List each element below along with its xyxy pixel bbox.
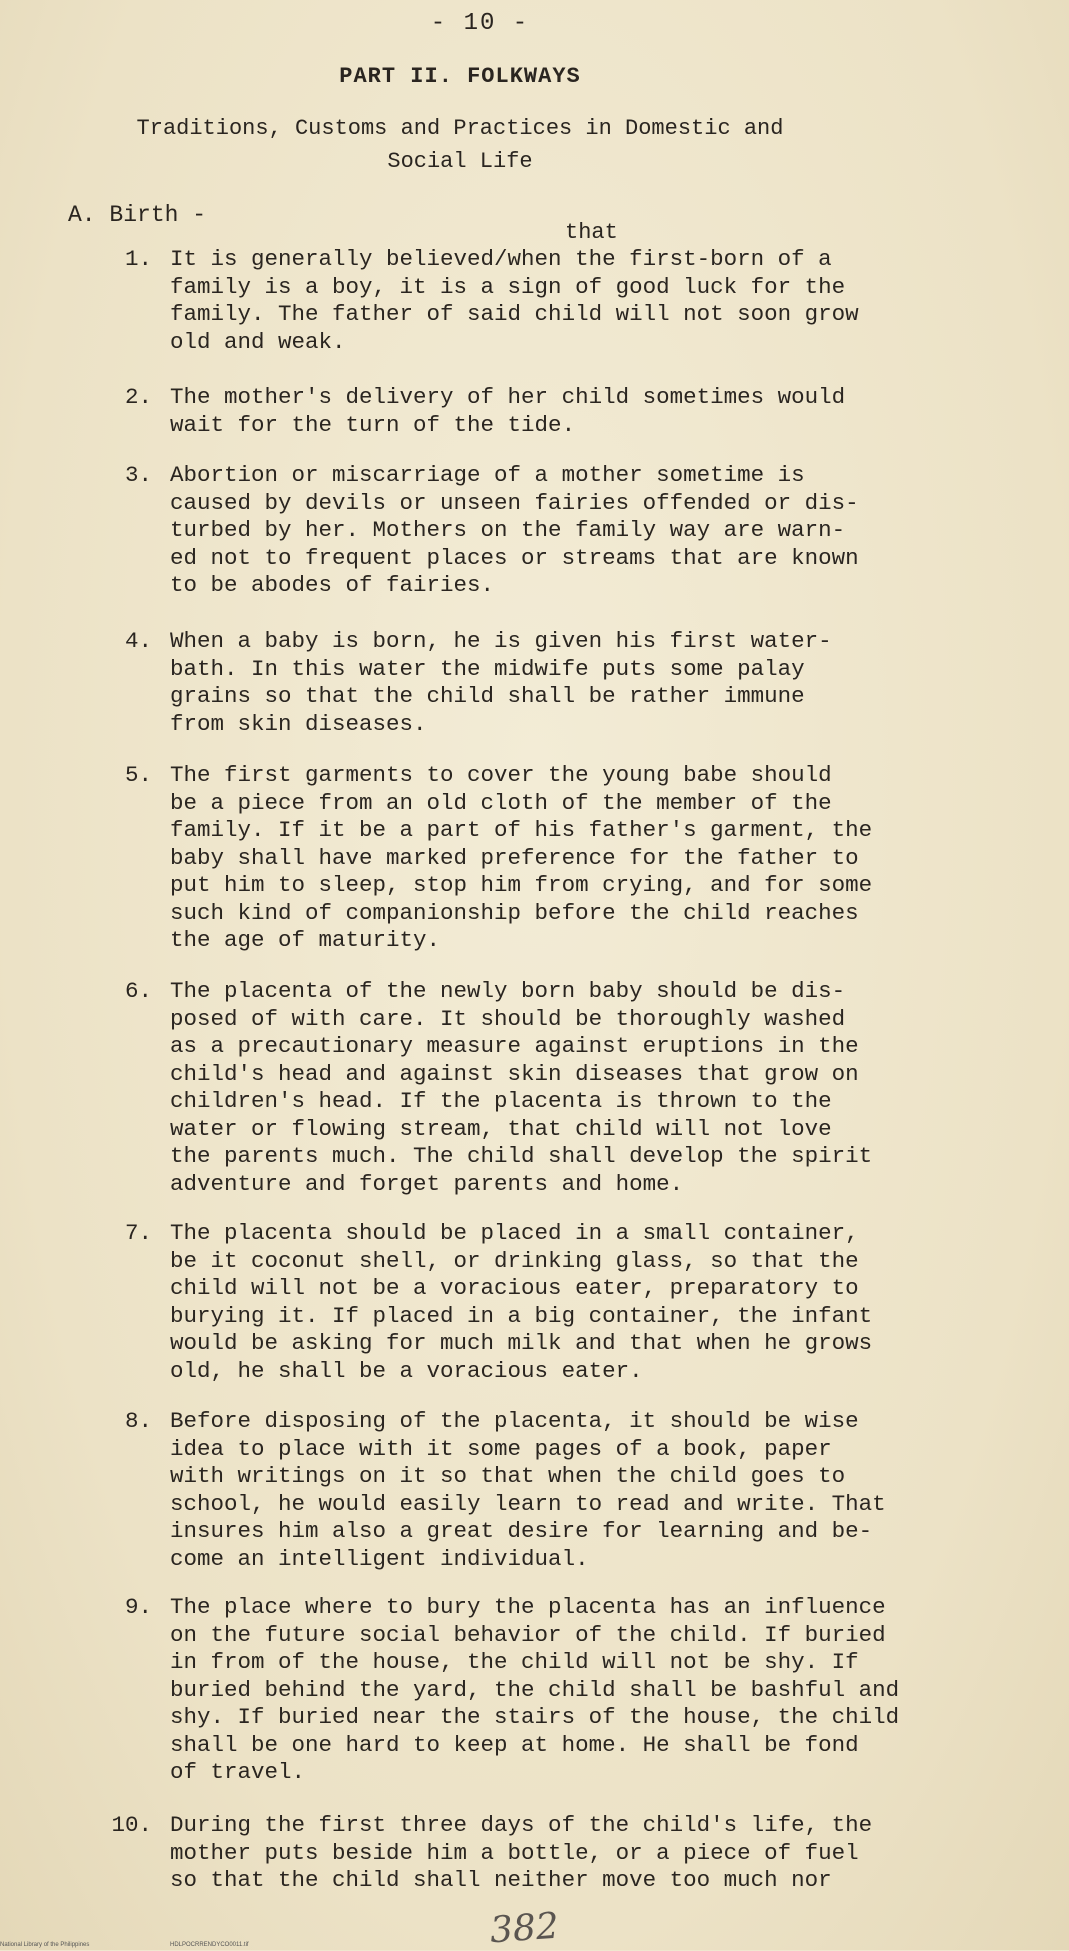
item-text: The placenta should be placed in a small container, be it coconut shell, or drinking glass, so that the child will not be a voracious eater, preparatory to burying it. If placed in a big container, the infant would be asking for much milk and that when he grows old, he shall be a voracious eater. [170, 1220, 873, 1384]
footer-library: National Library of the Philippines [0, 1942, 90, 1948]
list-item [120, 978, 1040, 1198]
item-text: It is generally believed/when the first-born of a family is a boy, it is a sign of good luck for the family. The father of said child will not soon grow old and weak. [170, 246, 859, 355]
list-item [120, 384, 1040, 439]
list-item [120, 462, 1040, 600]
item-number: 7. [124, 1220, 152, 1246]
list-item [120, 762, 1040, 955]
item-text: Abortion or miscarriage of a mother sometime is caused by devils or unseen fairies offended or dis- turbed by her. Mothers on the family way are warn- ed not to frequent places or streams that are known to be abodes of fairies. [170, 462, 859, 598]
subtitle [60, 112, 860, 178]
item-text: The placenta of the newly born baby should be dis- posed of with care. It should be thoroughly washed as a precautionary measure against eruptions in the child's head and against skin diseases that grow on children's head. If the placenta is thrown to the water or flowing stream, that child will not love the parents much. The child shall develop the spirit adventure and forget parents and home. [170, 978, 873, 1197]
item-text: Before disposing of the placenta, it should be wise idea to place with it some pages of a book, paper with writings on it so that when the child goes to school, he would easily learn to read and write. That insures him also a great desire for learning and be- come an intelligent individual. [170, 1408, 886, 1572]
footer-filename: HDLPOCRRENDYCO0011.tif [170, 1942, 249, 1948]
list-item [111, 1812, 1040, 1895]
item-number: 4. [124, 628, 152, 654]
page-number: - 10 - [430, 10, 530, 37]
subtitle-line-2: Social Life [387, 149, 533, 174]
item-text: When a baby is born, he is given his first water- bath. In this water the midwife puts some palay grains so that the child shall be rather immune from skin diseases. [170, 628, 832, 737]
item-number: 2. [124, 384, 152, 410]
item-number: 5. [124, 762, 152, 788]
inserted-word: that [565, 220, 618, 245]
item-text: The first garments to cover the young babe should be a piece from an old cloth of the member of the family. If it be a part of his father's garment, the baby shall have marked preference for the father to put him to sleep, stop him from crying, and for some such kind of companionship before the child reaches the age of maturity. [170, 762, 873, 953]
list-item [120, 246, 1040, 356]
list-item [120, 1408, 1040, 1573]
item-text: During the first three days of the child's life, the mother puts beside him a bottle, or a piece of fuel so that the child shall neither move too much nor [170, 1812, 873, 1893]
list-item [120, 628, 1040, 738]
item-number: 3. [124, 462, 152, 488]
item-number: 10. [111, 1812, 152, 1838]
item-number: 8. [124, 1408, 152, 1434]
item-text: The place where to bury the placenta has an influence on the future social behavior of the child. If buried in from of the house, the child will not be shy. If buried behind the yard, the child shall be bashful and shy. If buried near the stairs of the house, the child shall be one hard to keep at home. He shall be fond of travel. [170, 1594, 900, 1785]
section-heading: A. Birth - [68, 202, 207, 228]
item-number: 9. [124, 1594, 152, 1620]
item-number: 6. [124, 978, 152, 1004]
list-item [120, 1220, 1040, 1385]
subtitle-line-1: Traditions, Customs and Practices in Domestic and [136, 116, 784, 141]
item-text: The mother's delivery of her child sometimes would wait for the turn of the tide. [170, 384, 846, 438]
page-title: PART II. FOLKWAYS [339, 64, 581, 89]
handwritten-page-number: 382 [488, 1905, 561, 1951]
list-item [120, 1594, 1040, 1787]
item-number: 1. [124, 246, 152, 272]
